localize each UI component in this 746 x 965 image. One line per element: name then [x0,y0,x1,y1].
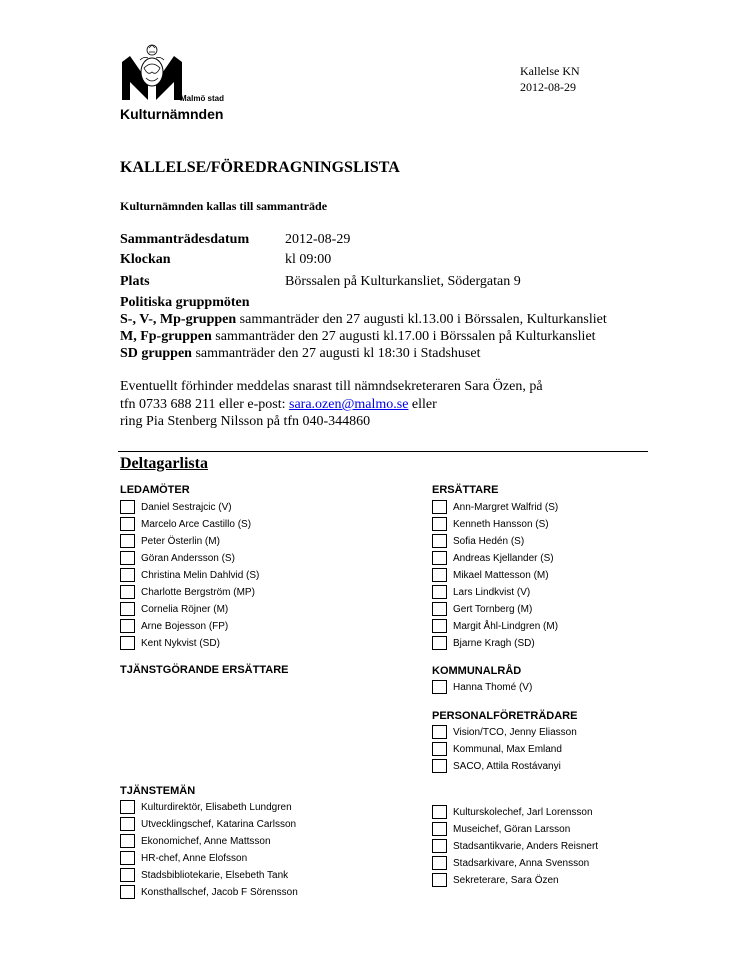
group-meeting-line [120,329,596,345]
group-meeting-text: sammanträder den 27 augusti kl 18:30 i Stadshuset [191,346,481,361]
attendee-name: Andreas Kjellander (S) [453,553,554,564]
participants-heading: Deltagarlista [120,455,208,472]
attendance-checkbox[interactable] [432,839,447,853]
attendee-name: Kommunal, Max Emland [453,744,562,755]
section-divider [118,451,648,452]
attendee-name: HR-chef, Anne Elofsson [141,853,248,864]
attendance-checkbox[interactable] [432,517,447,531]
attendee-name: Daniel Sestrajcic (V) [141,502,232,513]
attendee-name: Sekreterare, Sara Özen [453,875,559,886]
attendance-checkbox[interactable] [432,725,447,739]
attendee-name: Vision/TCO, Jenny Eliasson [453,727,577,738]
attendee-name: Lars Lindkvist (V) [453,587,531,598]
attendee-name: Bjarne Kragh (SD) [453,638,535,649]
attendee-name: Göran Andersson (S) [141,553,235,564]
attendee-name: Cornelia Röjner (M) [141,604,229,615]
attendance-checkbox[interactable] [120,534,135,548]
attendance-checkbox[interactable] [432,759,447,773]
attendee-name: Charlotte Bergström (MP) [141,587,255,598]
municipal-council-heading: KOMMUNALRÅD [432,665,522,677]
contact-line-1: Eventuellt förhinder meddelas snarast till nämndsekreteraren Sara Özen, på [120,379,543,394]
serving-deputies-heading: TJÄNSTGÖRANDE ERSÄTTARE [120,664,289,676]
attendee-name: Margit Åhl-Lindgren (M) [453,621,559,632]
meeting-place-label: Plats [120,274,150,289]
document-type: Kallelse KN [520,64,580,78]
group-meeting-line [120,312,607,328]
attendee-name: Sofia Hedén (S) [453,536,525,547]
attendance-checkbox[interactable] [120,602,135,616]
attendance-checkbox[interactable] [120,868,135,882]
attendance-checkbox[interactable] [432,742,447,756]
attendee-name: Museichef, Göran Larsson [453,824,571,835]
attendee-name: Ekonomichef, Anne Mattsson [141,836,271,847]
attendee-name: Christina Melin Dahlvid (S) [141,570,260,581]
malmo-stad-logo-icon [122,42,182,104]
contact-phone-text: tfn 0733 688 211 eller e-post: [120,397,290,412]
members-heading: LEDAMÖTER [120,484,190,496]
group-meeting-text: sammanträder den 27 augusti kl.13.00 i Börssalen, Kulturkansliet [236,312,607,327]
officials-heading: TJÄNSTEMÄN [120,785,196,797]
contact-line-2 [120,397,437,413]
attendance-checkbox[interactable] [120,800,135,814]
attendance-checkbox[interactable] [432,585,447,599]
attendee-name: Kulturdirektör, Elisabeth Lundgren [141,802,292,813]
meeting-date-value: 2012-08-29 [285,232,351,247]
attendance-checkbox[interactable] [432,568,447,582]
meeting-time-value: kl 09:00 [285,252,332,267]
document-reference [520,63,580,95]
org-city: Malmö stad [180,94,225,103]
attendance-checkbox[interactable] [120,885,135,899]
group-name: S-, V-, Mp-gruppen [120,312,237,327]
attendance-checkbox[interactable] [432,636,447,650]
attendee-name: Mikael Mattesson (M) [453,570,549,581]
deputies-heading: ERSÄTTARE [432,484,499,496]
attendance-checkbox[interactable] [432,602,447,616]
attendee-name: Kent Nykvist (SD) [141,638,220,649]
attendee-name: Hanna Thomé (V) [453,682,533,693]
document-subtitle: Kulturnämnden kallas till sammanträde [120,199,328,213]
attendance-checkbox[interactable] [432,534,447,548]
attendee-name: Stadsbibliotekarie, Elsebeth Tank [141,870,289,881]
attendee-name: Konsthallschef, Jacob F Sörensson [141,887,298,898]
attendee-name: Kenneth Hansson (S) [453,519,549,530]
attendance-checkbox[interactable] [432,873,447,887]
attendance-checkbox[interactable] [432,822,447,836]
attendee-name: Stadsantikvarie, Anders Reisnert [453,841,599,852]
attendance-checkbox[interactable] [120,517,135,531]
attendance-checkbox[interactable] [120,817,135,831]
contact-email-link[interactable]: sara.ozen@malmo.se [289,397,409,412]
group-name: SD gruppen [120,346,192,361]
attendee-name: Marcelo Arce Castillo (S) [141,519,252,530]
attendee-name: Arne Bojesson (FP) [141,621,229,632]
attendance-checkbox[interactable] [432,856,447,870]
meeting-date-label: Sammanträdesdatum [120,232,250,247]
attendance-checkbox[interactable] [432,619,447,633]
group-meetings-heading: Politiska gruppmöten [120,295,250,310]
contact-line-3: ring Pia Stenberg Nilsson på tfn 040-344860 [120,414,371,429]
attendee-name: Peter Österlin (M) [141,536,220,547]
attendance-checkbox[interactable] [120,636,135,650]
attendance-checkbox[interactable] [120,834,135,848]
attendance-checkbox[interactable] [432,551,447,565]
attendance-checkbox[interactable] [120,568,135,582]
attendance-checkbox[interactable] [120,619,135,633]
attendance-checkbox[interactable] [120,851,135,865]
attendee-name: Stadsarkivare, Anna Svensson [453,858,590,869]
attendance-checkbox[interactable] [432,500,447,514]
attendance-checkbox[interactable] [432,805,447,819]
staff-representatives-heading: PERSONALFÖRETRÄDARE [432,710,578,722]
attendee-name: Kulturskolechef, Jarl Lorensson [453,807,593,818]
attendee-name: Utvecklingschef, Katarina Carlsson [141,819,297,830]
group-name: M, Fp-gruppen [120,329,212,344]
attendee-name: Gert Tornberg (M) [453,604,533,615]
meeting-time-label: Klockan [120,252,171,267]
attendee-name: Ann-Margret Walfrid (S) [453,502,559,513]
attendance-checkbox[interactable] [120,585,135,599]
group-meeting-text: sammanträder den 27 augusti kl.17.00 i Börssalen på Kulturkansliet [211,329,596,344]
contact-suffix-text: eller [408,397,437,412]
group-meeting-line [120,346,480,362]
attendance-checkbox[interactable] [432,680,447,694]
attendance-checkbox[interactable] [120,551,135,565]
org-name: Kulturnämnden [120,106,224,122]
attendee-name: SACO, Attila Rostávanyi [453,761,561,772]
document-date: 2012-08-29 [520,80,576,94]
document-title: KALLELSE/FÖREDRAGNINGSLISTA [120,159,400,176]
attendance-checkbox[interactable] [120,500,135,514]
meeting-place-value: Börssalen på Kulturkansliet, Södergatan 9 [285,274,521,289]
